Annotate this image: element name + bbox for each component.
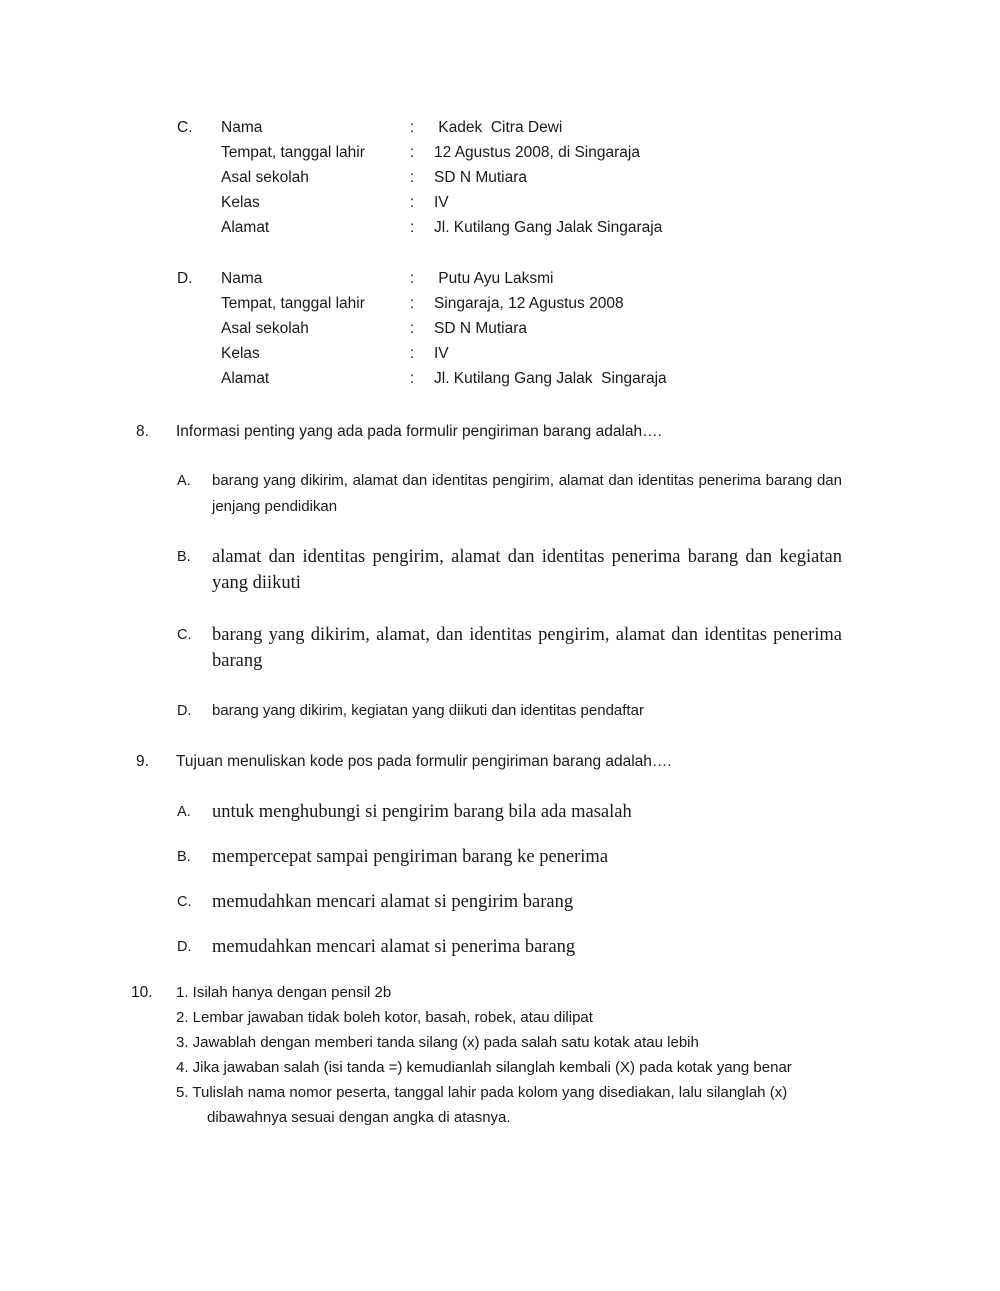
option-text: barang yang dikirim, alamat, dan identitas pengirim, alamat dan identitas penerima barang xyxy=(212,625,842,671)
identity-label: Nama xyxy=(221,119,263,136)
option-letter: C. xyxy=(177,894,192,910)
identity-label: Kelas xyxy=(221,194,260,211)
option-text: memudahkan mencari alamat si pengirim barang xyxy=(212,892,574,912)
identity-value: SD N Mutiara xyxy=(434,320,528,337)
option-letter: A. xyxy=(177,804,191,820)
identity-colon: : xyxy=(410,320,415,337)
identity-value: Singaraja, 12 Agustus 2008 xyxy=(434,295,624,312)
identity-row xyxy=(0,366,1000,391)
option-text: alamat dan identitas pengirim, alamat dan identitas penerima barang dan kegiatan yang diikuti xyxy=(212,547,842,593)
question-number: 10. xyxy=(131,984,153,1001)
question-text: Informasi penting yang ada pada formulir pengiriman barang adalah…. xyxy=(176,423,662,440)
identity-row xyxy=(0,165,1000,190)
identity-row xyxy=(0,115,1000,140)
identity-label: Tempat, tanggal lahir xyxy=(221,295,365,312)
identity-colon: : xyxy=(410,144,415,161)
identity-row xyxy=(0,266,1000,291)
instruction-continuation-text: dibawahnya sesuai dengan angka di atasnya. xyxy=(207,1109,511,1126)
identity-row xyxy=(0,215,1000,240)
question-number: 9. xyxy=(136,753,149,770)
identity-colon: : xyxy=(410,194,415,211)
identity-colon: : xyxy=(410,119,415,136)
identity-row xyxy=(0,316,1000,341)
identity-label: Nama xyxy=(221,270,263,287)
question-number: 8. xyxy=(136,423,149,440)
identity-value: Kadek Citra Dewi xyxy=(434,119,563,136)
identity-value: Putu Ayu Laksmi xyxy=(434,270,554,287)
option-text: barang yang dikirim, alamat dan identitas pengirim, alamat dan identitas penerima barang dan jenjang pendidikan xyxy=(212,472,842,515)
option-letter: C. xyxy=(177,627,192,643)
identity-row xyxy=(0,341,1000,366)
identity-label: Asal sekolah xyxy=(221,169,309,186)
identity-value: 12 Agustus 2008, di Singaraja xyxy=(434,144,640,161)
option-letter: A. xyxy=(177,473,191,489)
identity-colon: : xyxy=(410,270,415,287)
identity-label: Alamat xyxy=(221,219,270,236)
identity-row xyxy=(0,291,1000,316)
identity-colon: : xyxy=(410,219,415,236)
option-text: memudahkan mencari alamat si penerima barang xyxy=(212,937,576,957)
option-letter: D. xyxy=(177,703,192,719)
instruction-item: 2. Lembar jawaban tidak boleh kotor, basah, robek, atau dilipat xyxy=(176,1009,593,1026)
identity-label: Alamat xyxy=(221,370,270,387)
instruction-item: 4. Jika jawaban salah (isi tanda =) kemudianlah silanglah kembali (X) pada kotak yang benar xyxy=(176,1059,792,1076)
instruction-item: 3. Jawablah dengan memberi tanda silang (x) pada salah satu kotak atau lebih xyxy=(176,1034,699,1051)
instruction-item-continuation xyxy=(176,1105,846,1130)
option-text: barang yang dikirim, kegiatan yang diikuti dan identitas pendaftar xyxy=(212,702,644,719)
option-text: mempercepat sampai pengiriman barang ke penerima xyxy=(212,847,609,867)
question-text: Tujuan menuliskan kode pos pada formulir pengiriman barang adalah…. xyxy=(176,753,672,770)
identity-label: Kelas xyxy=(221,345,260,362)
instruction-item: 1. Isilah hanya dengan pensil 2b xyxy=(176,984,392,1001)
identity-colon: : xyxy=(410,345,415,362)
identity-letter: C. xyxy=(177,119,193,136)
identity-value: IV xyxy=(434,194,449,211)
identity-value: SD N Mutiara xyxy=(434,169,528,186)
option-letter: D. xyxy=(177,939,192,955)
identity-value: IV xyxy=(434,345,449,362)
identity-row xyxy=(0,140,1000,165)
option-letter: B. xyxy=(177,849,191,865)
identity-value: Jl. Kutilang Gang Jalak Singaraja xyxy=(434,370,667,387)
identity-label: Asal sekolah xyxy=(221,320,309,337)
identity-label: Tempat, tanggal lahir xyxy=(221,144,365,161)
identity-colon: : xyxy=(410,370,415,387)
identity-colon: : xyxy=(410,295,415,312)
identity-letter: D. xyxy=(177,270,193,287)
option-letter: B. xyxy=(177,549,191,565)
identity-colon: : xyxy=(410,169,415,186)
instruction-item: 5. Tulislah nama nomor peserta, tanggal lahir pada kolom yang disediakan, lalu silanglah (x) xyxy=(176,1084,788,1101)
identity-value: Jl. Kutilang Gang Jalak Singaraja xyxy=(434,219,663,236)
identity-row xyxy=(0,190,1000,215)
option-text: untuk menghubungi si pengirim barang bila ada masalah xyxy=(212,802,632,822)
